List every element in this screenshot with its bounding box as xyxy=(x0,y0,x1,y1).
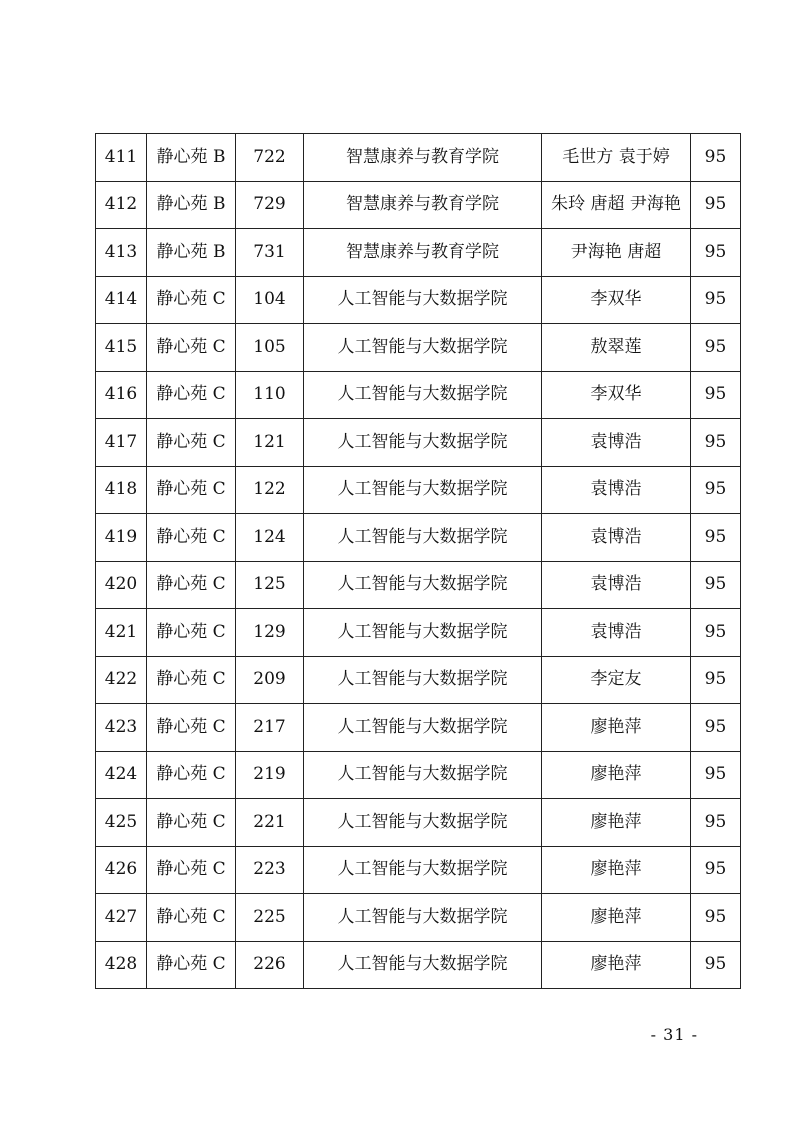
table-row xyxy=(96,514,741,562)
table-row xyxy=(96,894,741,942)
table-row xyxy=(96,419,741,467)
name-cell: 廖艳萍 xyxy=(542,799,691,847)
score-cell: 95 xyxy=(691,609,741,657)
building-cell: 静心苑 C xyxy=(147,324,236,372)
building-cell: 静心苑 C xyxy=(147,514,236,562)
name-cell: 袁博浩 xyxy=(542,514,691,562)
score-cell: 95 xyxy=(691,799,741,847)
college-cell: 人工智能与大数据学院 xyxy=(304,419,542,467)
college-cell: 人工智能与大数据学院 xyxy=(304,276,542,324)
college-cell: 人工智能与大数据学院 xyxy=(304,514,542,562)
college-cell: 人工智能与大数据学院 xyxy=(304,466,542,514)
score-cell: 95 xyxy=(691,514,741,562)
row-number: 411 xyxy=(96,134,147,182)
table-row xyxy=(96,181,741,229)
table-row xyxy=(96,609,741,657)
name-cell: 廖艳萍 xyxy=(542,846,691,894)
building-cell: 静心苑 C xyxy=(147,751,236,799)
table-row xyxy=(96,466,741,514)
row-number: 418 xyxy=(96,466,147,514)
table-body xyxy=(96,134,741,989)
room-cell: 209 xyxy=(236,656,304,704)
room-cell: 223 xyxy=(236,846,304,894)
name-cell: 廖艳萍 xyxy=(542,941,691,989)
room-cell: 122 xyxy=(236,466,304,514)
building-cell: 静心苑 C xyxy=(147,466,236,514)
name-cell: 李双华 xyxy=(542,276,691,324)
name-cell: 李双华 xyxy=(542,371,691,419)
row-number: 420 xyxy=(96,561,147,609)
college-cell: 人工智能与大数据学院 xyxy=(304,894,542,942)
score-cell: 95 xyxy=(691,941,741,989)
score-cell: 95 xyxy=(691,419,741,467)
building-cell: 静心苑 B xyxy=(147,229,236,277)
dormitory-score-table xyxy=(95,133,735,989)
name-cell: 袁博浩 xyxy=(542,561,691,609)
college-cell: 人工智能与大数据学院 xyxy=(304,324,542,372)
score-table xyxy=(95,133,741,989)
name-cell: 袁博浩 xyxy=(542,419,691,467)
table-row xyxy=(96,799,741,847)
row-number: 417 xyxy=(96,419,147,467)
score-cell: 95 xyxy=(691,229,741,277)
score-cell: 95 xyxy=(691,371,741,419)
row-number: 427 xyxy=(96,894,147,942)
building-cell: 静心苑 C xyxy=(147,704,236,752)
row-number: 423 xyxy=(96,704,147,752)
score-cell: 95 xyxy=(691,324,741,372)
row-number: 413 xyxy=(96,229,147,277)
college-cell: 人工智能与大数据学院 xyxy=(304,941,542,989)
building-cell: 静心苑 C xyxy=(147,371,236,419)
room-cell: 731 xyxy=(236,229,304,277)
room-cell: 110 xyxy=(236,371,304,419)
name-cell: 毛世方 袁于婷 xyxy=(542,134,691,182)
row-number: 425 xyxy=(96,799,147,847)
score-cell: 95 xyxy=(691,894,741,942)
table-row xyxy=(96,846,741,894)
room-cell: 129 xyxy=(236,609,304,657)
college-cell: 智慧康养与教育学院 xyxy=(304,181,542,229)
row-number: 414 xyxy=(96,276,147,324)
college-cell: 人工智能与大数据学院 xyxy=(304,751,542,799)
room-cell: 729 xyxy=(236,181,304,229)
name-cell: 朱玲 唐超 尹海艳 xyxy=(542,181,691,229)
table-row xyxy=(96,656,741,704)
building-cell: 静心苑 C xyxy=(147,609,236,657)
score-cell: 95 xyxy=(691,276,741,324)
room-cell: 105 xyxy=(236,324,304,372)
score-cell: 95 xyxy=(691,134,741,182)
name-cell: 廖艳萍 xyxy=(542,751,691,799)
college-cell: 人工智能与大数据学院 xyxy=(304,656,542,704)
room-cell: 104 xyxy=(236,276,304,324)
college-cell: 人工智能与大数据学院 xyxy=(304,846,542,894)
table-row xyxy=(96,561,741,609)
building-cell: 静心苑 C xyxy=(147,419,236,467)
table-row xyxy=(96,276,741,324)
row-number: 421 xyxy=(96,609,147,657)
college-cell: 人工智能与大数据学院 xyxy=(304,371,542,419)
building-cell: 静心苑 C xyxy=(147,894,236,942)
score-cell: 95 xyxy=(691,181,741,229)
room-cell: 125 xyxy=(236,561,304,609)
score-cell: 95 xyxy=(691,466,741,514)
row-number: 426 xyxy=(96,846,147,894)
name-cell: 尹海艳 唐超 xyxy=(542,229,691,277)
room-cell: 219 xyxy=(236,751,304,799)
building-cell: 静心苑 C xyxy=(147,941,236,989)
table-row xyxy=(96,134,741,182)
table-row xyxy=(96,371,741,419)
row-number: 412 xyxy=(96,181,147,229)
college-cell: 人工智能与大数据学院 xyxy=(304,799,542,847)
building-cell: 静心苑 B xyxy=(147,134,236,182)
college-cell: 人工智能与大数据学院 xyxy=(304,704,542,752)
score-cell: 95 xyxy=(691,751,741,799)
building-cell: 静心苑 C xyxy=(147,561,236,609)
table-row xyxy=(96,941,741,989)
row-number: 416 xyxy=(96,371,147,419)
room-cell: 217 xyxy=(236,704,304,752)
name-cell: 袁博浩 xyxy=(542,609,691,657)
building-cell: 静心苑 C xyxy=(147,799,236,847)
row-number: 428 xyxy=(96,941,147,989)
row-number: 424 xyxy=(96,751,147,799)
room-cell: 225 xyxy=(236,894,304,942)
row-number: 419 xyxy=(96,514,147,562)
room-cell: 121 xyxy=(236,419,304,467)
page-number: - 31 - xyxy=(650,1025,698,1044)
room-cell: 124 xyxy=(236,514,304,562)
name-cell: 廖艳萍 xyxy=(542,704,691,752)
row-number: 422 xyxy=(96,656,147,704)
score-cell: 95 xyxy=(691,656,741,704)
name-cell: 敖翠莲 xyxy=(542,324,691,372)
name-cell: 廖艳萍 xyxy=(542,894,691,942)
score-cell: 95 xyxy=(691,704,741,752)
score-cell: 95 xyxy=(691,561,741,609)
table-row xyxy=(96,704,741,752)
table-row xyxy=(96,324,741,372)
table-row xyxy=(96,751,741,799)
table-row xyxy=(96,229,741,277)
college-cell: 人工智能与大数据学院 xyxy=(304,609,542,657)
building-cell: 静心苑 C xyxy=(147,846,236,894)
building-cell: 静心苑 B xyxy=(147,181,236,229)
college-cell: 智慧康养与教育学院 xyxy=(304,134,542,182)
building-cell: 静心苑 C xyxy=(147,656,236,704)
room-cell: 226 xyxy=(236,941,304,989)
room-cell: 221 xyxy=(236,799,304,847)
name-cell: 李定友 xyxy=(542,656,691,704)
college-cell: 人工智能与大数据学院 xyxy=(304,561,542,609)
room-cell: 722 xyxy=(236,134,304,182)
row-number: 415 xyxy=(96,324,147,372)
college-cell: 智慧康养与教育学院 xyxy=(304,229,542,277)
building-cell: 静心苑 C xyxy=(147,276,236,324)
score-cell: 95 xyxy=(691,846,741,894)
name-cell: 袁博浩 xyxy=(542,466,691,514)
